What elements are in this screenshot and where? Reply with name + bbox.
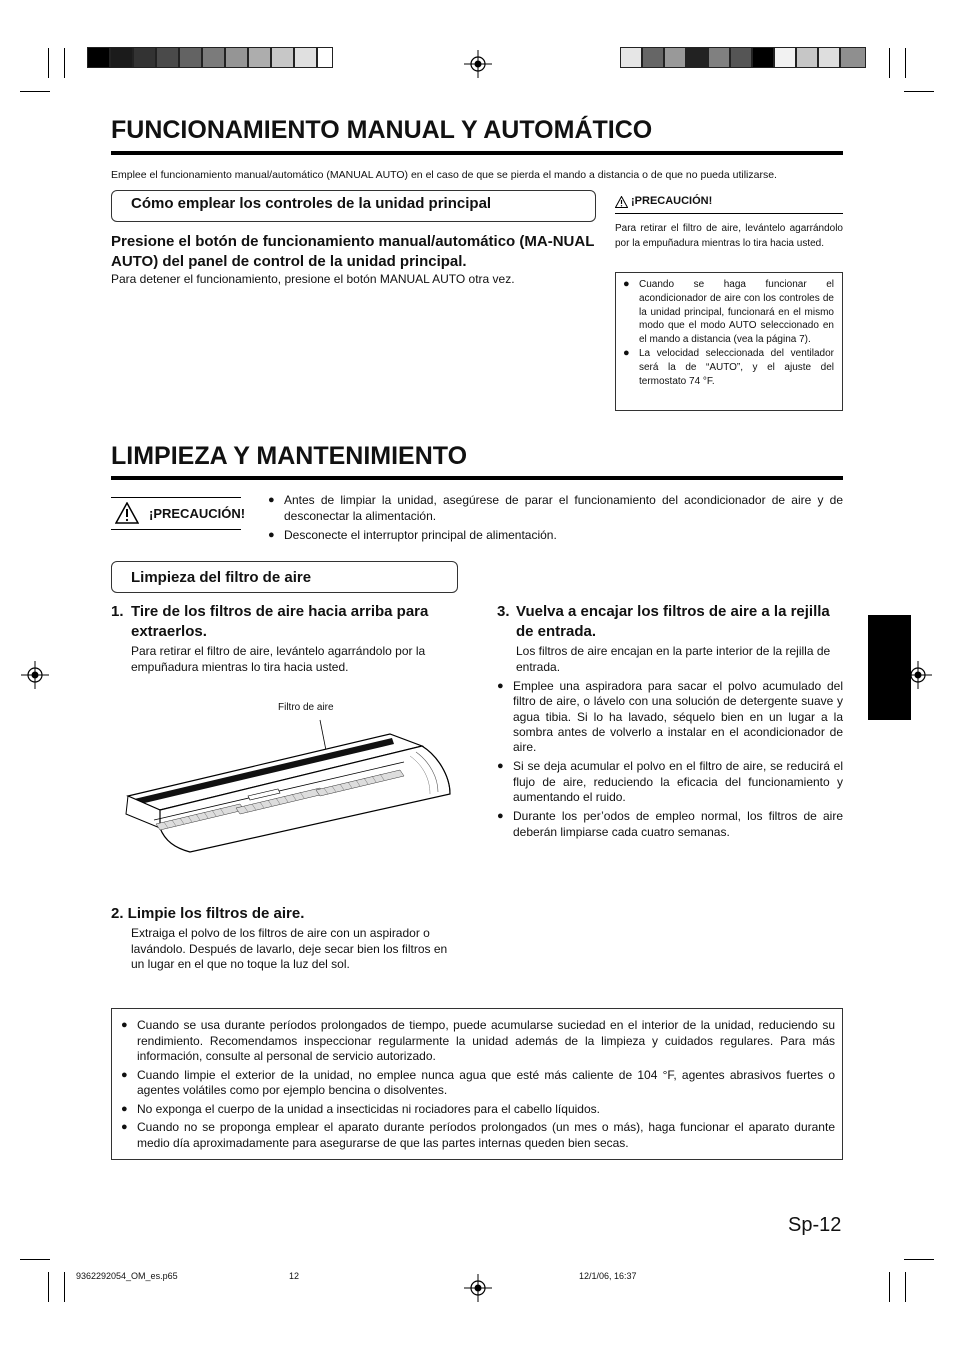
list-item: ● Cuando limpie el exterior de la unidad, no emplee nunca agua que esté más caliente de 104 °F, agentes abrasivos fuertes o agentes volátiles como por ejemplo bencina o disolventes. — [121, 1068, 835, 1099]
section1-title: FUNCIONAMIENTO MANUAL Y AUTOMÁTICO — [111, 116, 653, 144]
list-item: ● La velocidad seleccionada del ventilador será la de “AUTO”, y el ajuste del termostato 74 °F. — [623, 347, 834, 388]
footer-page: 12 — [289, 1271, 300, 1281]
section2-rule — [111, 476, 843, 480]
section1-caution-box — [615, 272, 843, 411]
footer-date: 12/1/06, 16:37 — [579, 1271, 637, 1281]
list-item: ● Cuando no se proponga emplear el aparato durante períodos prolongados (un mes o más), haga funcionar el aparato durante medio día aproximadamente para asegurarse de que las partes internas queden bien secas. — [121, 1120, 835, 1151]
step2-text: Extraiga el polvo de los filtros de aire con un aspirador o lavándolo. Después de lavarlo, deje secar bien los filtros en un lugar en el que no toque la luz del sol. — [131, 926, 448, 971]
section2-caution-list — [268, 493, 843, 544]
section1-rule — [111, 151, 843, 155]
section1-caution-text: Para retirar el filtro de aire, levántelo agarrándolo por la empuñadura mientras lo tira hacia usted. — [615, 223, 843, 250]
warning-triangle-icon — [615, 196, 628, 208]
list-item: ● Emplee una aspiradora para sacar el polvo acumulado del filtro de aire, o lávelo con una solución de detergente suave y agua tibia. Si lo ha lavado, séquelo bien en un lugar a la sombra antes de volverlo a instalar en el acondicionador de aire. — [497, 679, 843, 755]
air-conditioner-illustration — [120, 716, 460, 861]
registration-mark-left — [21, 661, 49, 689]
page-number: Sp-12 — [788, 1214, 842, 1236]
warning-triangle-icon — [115, 502, 139, 524]
section1-subhead: Cómo emplear los controles de la unidad principal — [111, 190, 596, 222]
step3-title-text: Vuelva a encajar los filtros de aire a la rejilla de entrada. — [516, 603, 830, 640]
side-tab — [868, 615, 911, 720]
notes-box — [111, 1008, 843, 1160]
step1-title-text: Tire de los filtros de aire hacia arriba para extraerlos. — [131, 603, 429, 640]
list-item: ● Cuando se usa durante períodos prolongados de tiempo, puede acumularse suciedad en el interior de la unidad, reduciendo su rendimiento. Recomendamos inspeccionar regularmente la unidad además de la limpieza y cuidados regulares. Para más información, consulte al personal de servicio autorizado. — [121, 1018, 835, 1065]
registration-mark-bottom — [464, 1274, 492, 1302]
figure-label: Filtro de aire — [278, 702, 334, 713]
step2-title: 2. Limpie los filtros de aire. — [111, 905, 305, 922]
section1-instruction: Presione el botón de funcionamiento manual/automático (MA-NUAL AUTO) del panel de control de la unidad principal. — [111, 233, 595, 270]
section2-title: LIMPIEZA Y MANTENIMIENTO — [111, 442, 468, 470]
step3-list — [497, 679, 843, 840]
step1-text: Para retirar el filtro de aire, levántelo agarrándolo por la empuñadura mientras lo tira hacia usted. — [131, 644, 426, 674]
step3-text: Los filtros de aire encajan en la parte interior de la rejilla de entrada. — [516, 644, 831, 674]
list-item: ● Antes de limpiar la unidad, asegúrese de parar el funcionamiento del acondicionador de aire y de desconectar la alimentación. — [268, 493, 843, 524]
footer-file: 9362292054_OM_es.p65 — [76, 1271, 178, 1281]
section1-intro: Emplee el funcionamiento manual/automático (MANUAL AUTO) en el caso de que se pierda el mando a distancia o de que no pueda utilizarse. — [111, 169, 777, 181]
section1-caution-label: ¡PRECAUCIÓN! — [631, 195, 713, 207]
list-item: ● Cuando se haga funcionar el acondicionador de aire con los controles de la unidad principal, funcionará en el mismo modo que el modo AUTO seleccionado en el mando a distancia (vea la página 7). — [623, 278, 834, 347]
list-item: ● Desconecte el interruptor principal de alimentación. — [268, 528, 843, 544]
section1-caution-header — [615, 193, 843, 214]
section2-caution-label: ¡PRECAUCIÓN! — [149, 506, 246, 521]
step3-title: 3. Vuelva a encajar los filtros de aire a la rejilla de entrada. — [497, 602, 847, 642]
section2-caution-badge — [111, 497, 246, 530]
section2-subhead: Limpieza del filtro de aire — [111, 561, 458, 593]
section1-instruction-note: Para detener el funcionamiento, presione el botón MANUAL AUTO otra vez. — [111, 272, 515, 286]
step1-title: 1. Tire de los filtros de aire hacia arriba para extraerlos. — [111, 602, 461, 642]
list-item: ● Si se deja acumular el polvo en el filtro de aire, se reducirá el flujo de aire, reduciendo la eficacia del funcionamiento y aumentando el ruido. — [497, 759, 843, 805]
list-item: ● No exponga el cuerpo de la unidad a insecticidas ni rociadores para el cabello líquidos. — [121, 1102, 835, 1118]
list-item: ● Durante los per’odos de empleo normal, los filtros de aire deberán limpiarse cada cuatro semanas. — [497, 809, 843, 840]
registration-mark-top — [464, 50, 492, 78]
